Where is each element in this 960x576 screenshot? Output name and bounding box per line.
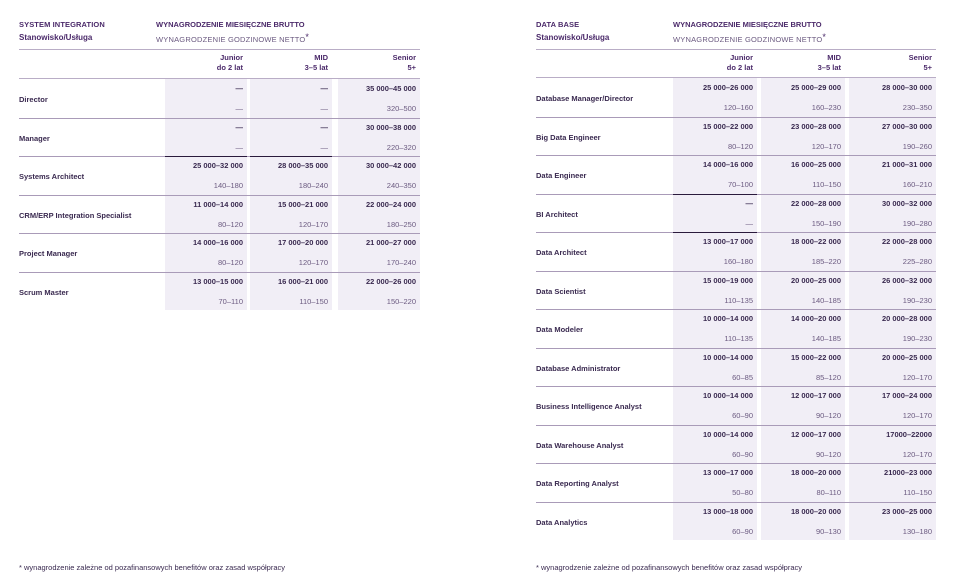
row-label: Data Engineer: [536, 171, 587, 180]
gross-value-mid: 12 000–17 000: [790, 429, 841, 439]
row-divider: [536, 386, 936, 387]
gross-value-junior: 13 000–17 000: [702, 237, 753, 246]
net-value-senior: 120–170: [902, 372, 932, 382]
gross-value-senior: 22 000–26 000: [365, 276, 416, 286]
gross-value-junior: 10 000–14 000: [702, 429, 753, 439]
net-value-junior: 140–180: [213, 181, 243, 190]
column-header-title: MID: [827, 53, 841, 62]
column-header-senior: [849, 53, 932, 73]
gross-value-junior: —: [235, 122, 243, 132]
gross-value-senior: 20 000–25 000: [881, 352, 932, 362]
net-value-mid: 85–120: [815, 372, 841, 382]
gross-value-mid: 25 000–29 000: [790, 83, 841, 92]
table-top-divider: [536, 77, 936, 78]
row-divider: [19, 118, 420, 119]
net-value-mid: 140–185: [811, 334, 841, 343]
gross-value-mid: 16 000–25 000: [790, 160, 841, 169]
net-value-mid: —: [320, 104, 328, 113]
row-divider: [536, 117, 936, 118]
net-value-junior: —: [235, 142, 243, 152]
gross-value-mid: 28 000–35 000: [277, 161, 328, 170]
gross-value-senior: 23 000–25 000: [881, 506, 932, 516]
net-value-junior: 70–110: [218, 296, 243, 306]
net-value-senior: 150–220: [386, 296, 416, 306]
net-value-junior: 80–120: [217, 258, 243, 267]
net-value-junior: —: [235, 104, 243, 113]
column-header-title: MID: [314, 53, 328, 62]
header-divider: [19, 49, 420, 50]
row-divider: [19, 233, 420, 234]
net-value-mid: 80–110: [816, 488, 841, 497]
net-hourly-header: WYNAGRODZENIE GODZINOWE NETTO*: [673, 32, 827, 44]
row-label: Scrum Master: [19, 287, 69, 297]
net-value-senior: 120–170: [902, 411, 932, 420]
gross-value-mid: 20 000–25 000: [790, 275, 841, 285]
net-value-mid: 90–120: [815, 449, 841, 459]
net-value-senior: 240–350: [386, 181, 416, 190]
gross-value-junior: 11 000–14 000: [193, 199, 243, 209]
row-label: CRM/ERP Integration Specialist: [19, 210, 132, 220]
gross-value-junior: 14 000–16 000: [192, 238, 243, 247]
system-integration-panel: [19, 0, 420, 576]
gross-value-senior: 17 000–24 000: [881, 391, 932, 400]
gross-value-senior: 30 000–42 000: [365, 161, 416, 170]
gross-value-mid: —: [320, 84, 328, 93]
gross-value-senior: 26 000–32 000: [881, 275, 932, 285]
net-value-senior: 190–230: [902, 295, 932, 305]
net-value-senior: 180–250: [386, 219, 416, 229]
column-header-mid: [250, 53, 328, 73]
gross-value-senior: 35 000–45 000: [365, 84, 416, 93]
column-header-title: Junior: [220, 53, 243, 62]
row-divider: [19, 195, 420, 196]
row-label: Big Data Engineer: [536, 132, 601, 142]
row-divider: [536, 502, 936, 503]
gross-value-junior: 10 000–14 000: [702, 352, 753, 362]
net-value-mid: 160–230: [811, 103, 841, 112]
net-value-junior: 50–80: [732, 488, 753, 497]
gross-value-mid: 22 000–28 000: [790, 198, 841, 208]
gross-value-junior: —: [235, 84, 243, 93]
gross-value-senior: 22 000–24 000: [365, 199, 416, 209]
net-value-mid: 150–190: [811, 218, 841, 228]
column-header-subtitle: do 2 lat: [726, 63, 753, 72]
section-title: DATA BASE: [536, 20, 580, 29]
row-label: Database Manager/Director: [536, 94, 634, 103]
section-title: SYSTEM INTEGRATION: [19, 20, 105, 29]
net-value-junior: 60–85: [732, 372, 753, 382]
row-label: Data Analytics: [536, 517, 588, 527]
net-value-senior: 190–280: [902, 218, 932, 228]
net-value-senior: 160–210: [902, 180, 932, 189]
net-value-mid: 90–130: [815, 526, 841, 536]
net-value-junior: —: [745, 218, 753, 228]
footnote-star: *: [305, 32, 310, 42]
gross-value-senior: 17000–22000: [886, 429, 932, 439]
row-divider-accent: [673, 194, 757, 195]
row-label: Business Intelligence Analyst: [536, 402, 642, 411]
gross-value-junior: 10 000–14 000: [702, 391, 753, 400]
data-base-panel: [536, 0, 936, 576]
gross-value-junior: 13 000–17 000: [702, 468, 753, 477]
net-value-mid: 120–170: [298, 219, 328, 229]
net-value-mid: 90–120: [815, 411, 841, 420]
column-header-title: Senior: [392, 53, 416, 62]
gross-value-mid: 14 000–20 000: [790, 314, 841, 323]
gross-value-junior: 25 000–32 000: [192, 161, 243, 170]
row-divider-accent: [165, 156, 247, 157]
column-header-title: Senior: [908, 53, 932, 62]
row-divider: [536, 463, 936, 464]
row-divider-accent: [250, 156, 332, 157]
row-label: Data Scientist: [536, 286, 586, 296]
net-value-junior: 160–180: [723, 257, 753, 266]
gross-value-junior: 13 000–18 000: [702, 506, 753, 516]
net-value-senior: 170–240: [386, 258, 416, 267]
gross-value-junior: 15 000–19 000: [702, 275, 753, 285]
column-header-senior: [338, 53, 416, 73]
gross-salary-header: WYNAGRODZENIE MIESIĘCZNE BRUTTO: [156, 20, 305, 29]
row-divider: [536, 155, 936, 156]
table-top-divider: [19, 78, 420, 79]
gross-value-mid: 18 000–20 000: [790, 506, 841, 516]
gross-value-senior: 20 000–28 000: [881, 314, 932, 323]
column-header-mid: [761, 53, 841, 73]
gross-value-mid: 12 000–17 000: [790, 391, 841, 400]
gross-value-junior: —: [745, 198, 753, 208]
net-value-senior: 130–180: [902, 526, 932, 536]
net-value-mid: —: [320, 142, 328, 152]
gross-value-senior: 27 000–30 000: [881, 121, 932, 131]
net-value-senior: 220–320: [386, 142, 416, 152]
row-divider-accent: [673, 232, 757, 233]
net-value-junior: 110–135: [724, 334, 753, 343]
row-label: Data Modeler: [536, 325, 584, 334]
gross-value-senior: 21 000–31 000: [881, 160, 932, 169]
net-value-junior: 60–90: [732, 411, 753, 420]
row-label: Systems Architect: [19, 172, 85, 181]
gross-value-mid: —: [320, 122, 328, 132]
footnote: * wynagrodzenie zależne od pozafinansowych benefitów oraz zasad współpracy: [536, 563, 802, 572]
gross-value-junior: 25 000–26 000: [702, 83, 753, 92]
header-divider: [536, 49, 936, 50]
gross-value-senior: 28 000–30 000: [881, 83, 932, 92]
column-header-subtitle: 5+: [923, 63, 932, 72]
gross-value-junior: 15 000–22 000: [702, 121, 753, 131]
net-value-mid: 185–220: [811, 257, 841, 266]
row-divider: [536, 348, 936, 349]
net-value-junior: 60–90: [732, 449, 753, 459]
net-value-senior: 120–170: [902, 449, 932, 459]
net-value-senior: 190–230: [902, 334, 932, 343]
net-value-mid: 180–240: [298, 181, 328, 190]
net-value-senior: 190–260: [902, 141, 932, 151]
net-value-senior: 225–280: [902, 257, 932, 266]
net-value-mid: 120–170: [811, 141, 841, 151]
net-value-junior: 120–160: [723, 103, 753, 112]
gross-value-mid: 23 000–28 000: [790, 121, 841, 131]
row-label: Data Architect: [536, 248, 587, 257]
gross-value-junior: 13 000–15 000: [192, 276, 243, 286]
net-value-mid: 140–185: [811, 295, 841, 305]
net-value-junior: 60–90: [732, 526, 753, 536]
column-header-subtitle: 5+: [407, 63, 416, 72]
gross-value-mid: 17 000–20 000: [277, 238, 328, 247]
gross-value-junior: 14 000–16 000: [702, 160, 753, 169]
net-value-senior: 110–150: [903, 488, 932, 497]
net-value-mid: 110–150: [812, 180, 841, 189]
section-subtitle: Stanowisko/Usługa: [536, 33, 610, 42]
gross-value-senior: 21000–23 000: [884, 468, 932, 477]
row-label: Data Reporting Analyst: [536, 479, 619, 488]
column-header-subtitle: 3–5 lat: [304, 63, 328, 72]
row-label: Database Administrator: [536, 363, 621, 373]
footnote-star: *: [822, 32, 827, 42]
net-value-junior: 110–135: [724, 295, 753, 305]
net-value-junior: 80–120: [727, 141, 753, 151]
gross-value-senior: 22 000–28 000: [881, 237, 932, 246]
gross-value-junior: 10 000–14 000: [702, 314, 753, 323]
row-divider: [19, 272, 420, 273]
column-header-subtitle: do 2 lat: [216, 63, 243, 72]
row-divider: [536, 271, 936, 272]
column-header-junior: [673, 53, 753, 73]
column-header-title: Junior: [730, 53, 753, 62]
row-label: Manager: [19, 133, 50, 143]
net-value-mid: 110–150: [299, 296, 328, 306]
gross-value-senior: 30 000–32 000: [881, 198, 932, 208]
row-divider: [536, 309, 936, 310]
row-divider: [536, 425, 936, 426]
gross-value-mid: 18 000–22 000: [790, 237, 841, 246]
row-label: Data Warehouse Analyst: [536, 440, 624, 450]
gross-value-mid: 18 000–20 000: [790, 468, 841, 477]
row-label: Director: [19, 95, 48, 104]
gross-value-senior: 21 000–27 000: [365, 238, 416, 247]
row-label: BI Architect: [536, 209, 578, 219]
net-value-junior: 70–100: [727, 180, 753, 189]
net-value-junior: 80–120: [217, 219, 243, 229]
net-value-senior: 320–500: [386, 104, 416, 113]
gross-value-senior: 30 000–38 000: [365, 122, 416, 132]
row-label: Project Manager: [19, 249, 78, 258]
column-header-subtitle: 3–5 lat: [817, 63, 841, 72]
gross-value-mid: 15 000–22 000: [790, 352, 841, 362]
column-header-junior: [165, 53, 243, 73]
gross-value-mid: 15 000–21 000: [277, 199, 328, 209]
footnote: * wynagrodzenie zależne od pozafinansowych benefitów oraz zasad współpracy: [19, 563, 285, 572]
section-subtitle: Stanowisko/Usługa: [19, 33, 93, 42]
net-value-senior: 230–350: [902, 103, 932, 112]
gross-value-mid: 16 000–21 000: [277, 276, 328, 286]
net-hourly-header: WYNAGRODZENIE GODZINOWE NETTO*: [156, 32, 310, 44]
gross-salary-header: WYNAGRODZENIE MIESIĘCZNE BRUTTO: [673, 20, 822, 29]
net-value-mid: 120–170: [298, 258, 328, 267]
